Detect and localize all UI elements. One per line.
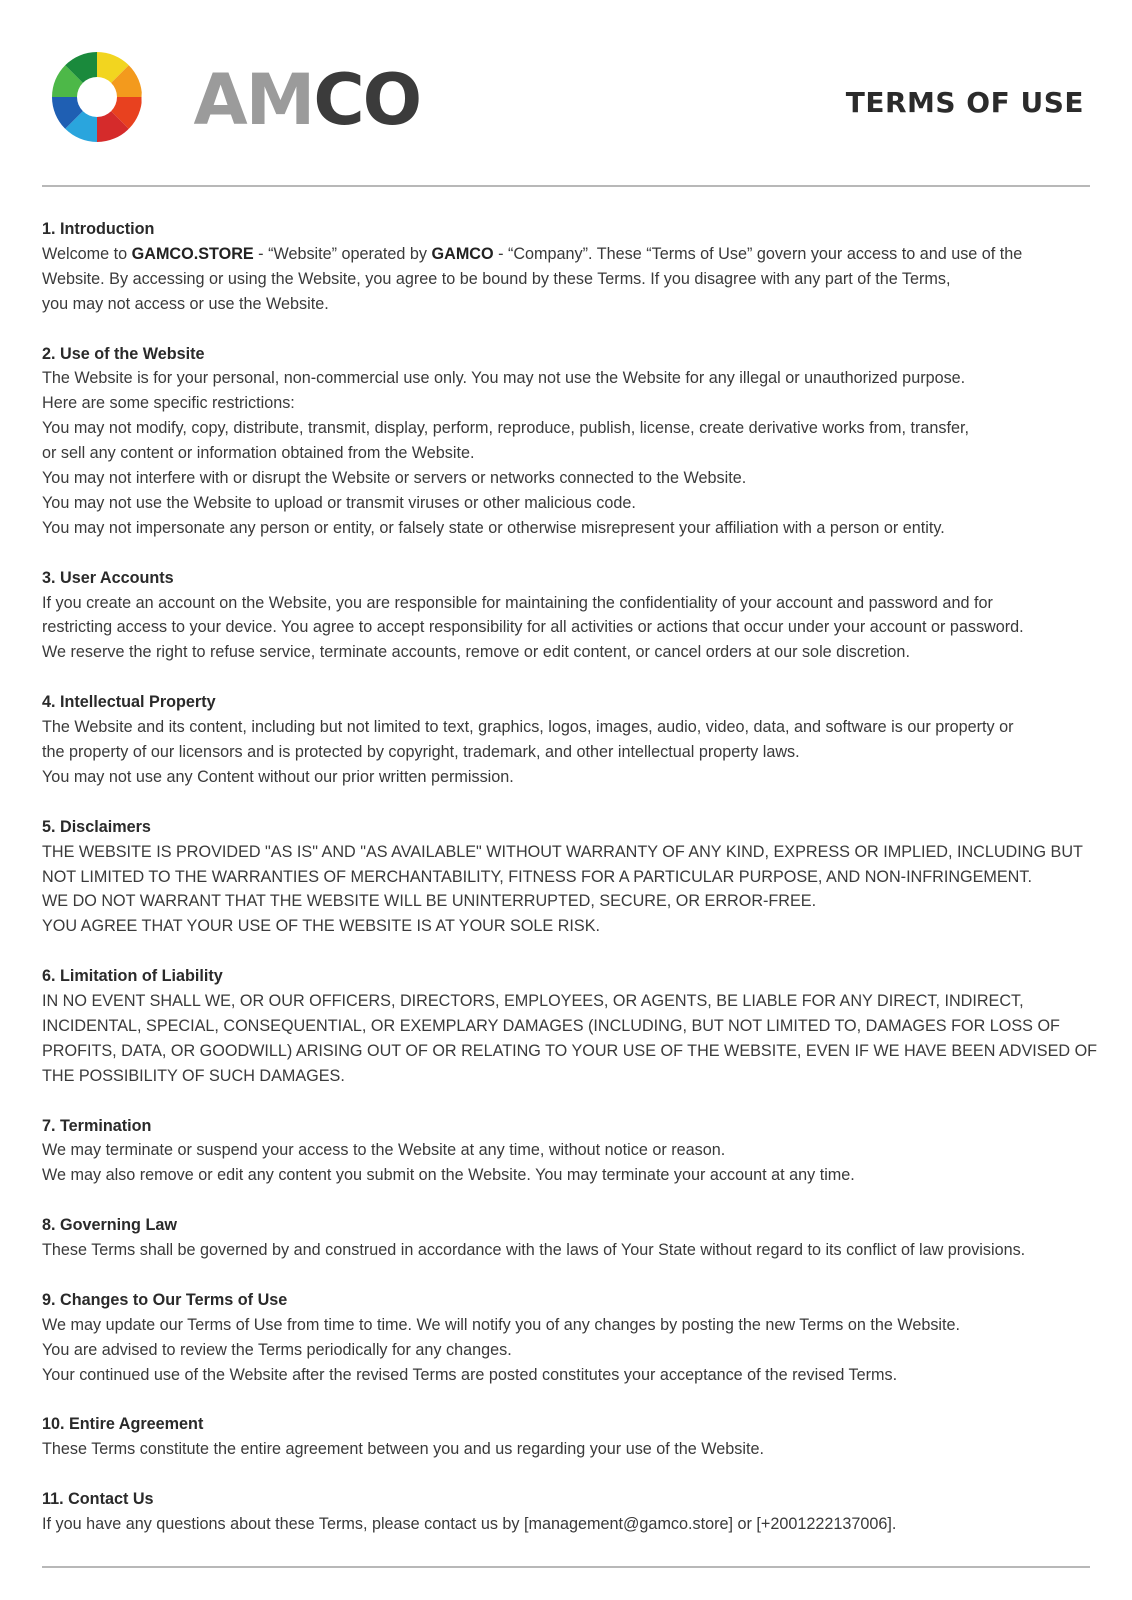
section-line: You may not modify, copy, distribute, transmit, display, perform, reproduce, publish, license, create derivative works from, transfer, xyxy=(42,419,969,438)
terms-body xyxy=(42,217,1102,1562)
section-line: You may not use the Website to upload or transmit viruses or other malicious code. xyxy=(42,493,636,512)
section-heading: 1. Introduction xyxy=(42,220,155,238)
intro-text: - “Website” operated by xyxy=(253,244,432,263)
section-line: or sell any content or information obtained from the Website. xyxy=(42,444,475,463)
logo-wordmark xyxy=(138,60,420,140)
section-heading: 6. Limitation of Liability xyxy=(42,967,223,986)
gamco-logo xyxy=(52,52,421,152)
section-heading: 9. Changes to Our Terms of Use xyxy=(42,1290,288,1309)
section-line: PROFITS, DATA, OR GOODWILL) ARISING OUT OF OR RELATING TO YOUR USE OF THE WEBSITE, EVEN IF WE HAVE BEEN ADVISED OF xyxy=(42,1041,1098,1060)
color-wheel-logo-icon xyxy=(52,52,152,152)
page-title: TERMS OF USE xyxy=(845,86,1084,119)
section-line: We may update our Terms of Use from time to time. We will notify you of any changes by posting the new Terms on the Website. xyxy=(42,1315,961,1334)
section-line: Here are some specific restrictions: xyxy=(42,394,295,413)
section-line: WE DO NOT WARRANT THAT THE WEBSITE WILL BE UNINTERRUPTED, SECURE, OR ERROR-FREE. xyxy=(42,892,817,911)
section-line: Website. By accessing or using the Website, you agree to be bound by these Terms. If you disagree with any part of the Terms, xyxy=(42,269,951,288)
section-heading: 2. Use of the Website xyxy=(42,344,205,363)
section-governing-law xyxy=(42,1213,1102,1263)
section-heading: 7. Termination xyxy=(42,1116,152,1135)
section-line: You may not interfere with or disrupt the Website or servers or networks connected to the Website. xyxy=(42,469,747,488)
section-entire-agreement xyxy=(42,1412,1102,1462)
section-intellectual-property xyxy=(42,690,1102,790)
section-line: you may not access or use the Website. xyxy=(42,294,329,313)
section-user-accounts xyxy=(42,566,1102,666)
document-header xyxy=(0,0,1132,186)
section-heading: 5. Disclaimers xyxy=(42,817,151,836)
section-line: You may not use any Content without our prior written permission. xyxy=(42,767,514,786)
section-line: We may also remove or edit any content you submit on the Website. You may terminate your account at any time. xyxy=(42,1166,855,1185)
section-line: YOU AGREE THAT YOUR USE OF THE WEBSITE IS AT YOUR SOLE RISK. xyxy=(42,917,601,936)
section-line: These Terms shall be governed by and construed in accordance with the laws of Your State without regard to its conflict of law provisions. xyxy=(42,1241,1026,1260)
section-line: We may terminate or suspend your access to the Website at any time, without notice or reason. xyxy=(42,1141,726,1160)
section-disclaimers xyxy=(42,815,1102,940)
intro-line xyxy=(42,242,1102,267)
section-line: IN NO EVENT SHALL WE, OR OUR OFFICERS, DIRECTORS, EMPLOYEES, OR AGENTS, BE LIABLE FOR ANY DIRECT, INDIRECT, xyxy=(42,992,1024,1011)
section-line: You are advised to review the Terms periodically for any changes. xyxy=(42,1340,512,1359)
section-line: If you create an account on the Website, you are responsible for maintaining the confidentiality of your account and password and for xyxy=(42,593,993,612)
section-line: INCIDENTAL, SPECIAL, CONSEQUENTIAL, OR EXEMPLARY DAMAGES (INCLUDING, BUT NOT LIMITED TO, DAMAGES FOR LOSS OF xyxy=(42,1016,1060,1035)
section-heading: 4. Intellectual Property xyxy=(42,693,216,712)
section-line: The Website and its content, including but not limited to text, graphics, logos, images, audio, video, data, and software is our property or xyxy=(42,718,1014,737)
section-use-of-website xyxy=(42,342,1102,541)
section-line: The Website is for your personal, non-commercial use only. You may not use the Website for any illegal or unauthorized purpose. xyxy=(42,369,966,388)
section-line: Your continued use of the Website after the revised Terms are posted constitutes your acceptance of the revised Terms. xyxy=(42,1365,898,1384)
section-heading: 11. Contact Us xyxy=(42,1490,154,1509)
intro-text: Welcome to xyxy=(42,244,132,263)
section-line: You may not impersonate any person or entity, or falsely state or otherwise misrepresent your affiliation with a person or entity. xyxy=(42,518,945,537)
intro-text: - “Company”. These “Terms of Use” govern your access to and use of the xyxy=(493,244,1023,263)
section-line: We reserve the right to refuse service, terminate accounts, remove or edit content, or cancel orders at our sole discretion. xyxy=(42,643,910,662)
logo-wordmark-text: GAMCO xyxy=(138,59,421,141)
section-line: the property of our licensors and is protected by copyright, trademark, and other intellectual property laws. xyxy=(42,742,800,761)
section-line: If you have any questions about these Terms, please contact us by [management@gamco.store] or [+2001222137006]. xyxy=(42,1514,897,1533)
section-line: These Terms constitute the entire agreement between you and us regarding your use of the Website. xyxy=(42,1440,764,1459)
section-line: NOT LIMITED TO THE WARRANTIES OF MERCHANTABILITY, FITNESS FOR A PARTICULAR PURPOSE, AND NON-INFRINGEMENT. xyxy=(42,867,1032,886)
company-name: GAMCO xyxy=(431,244,494,263)
section-line: THE POSSIBILITY OF SUCH DAMAGES. xyxy=(42,1066,345,1085)
bottom-divider xyxy=(42,1566,1090,1568)
section-line: THE WEBSITE IS PROVIDED "AS IS" AND "AS AVAILABLE" WITHOUT WARRANTY OF ANY KIND, EXPRESS OR IMPLIED, INCLUDING BUT xyxy=(42,842,1083,861)
section-heading: 3. User Accounts xyxy=(42,568,174,587)
section-heading: 10. Entire Agreement xyxy=(42,1415,204,1434)
site-name: GAMCO.STORE xyxy=(131,244,254,263)
section-contact-us xyxy=(42,1487,1102,1537)
top-divider xyxy=(42,185,1090,187)
section-heading: 8. Governing Law xyxy=(42,1216,177,1235)
section-limitation-of-liability xyxy=(42,964,1102,1089)
section-changes-to-terms xyxy=(42,1288,1102,1388)
section-line: restricting access to your device. You agree to accept responsibility for all activities or actions that occur under your account or password. xyxy=(42,618,1024,637)
section-termination xyxy=(42,1114,1102,1189)
section-introduction xyxy=(42,217,1102,317)
